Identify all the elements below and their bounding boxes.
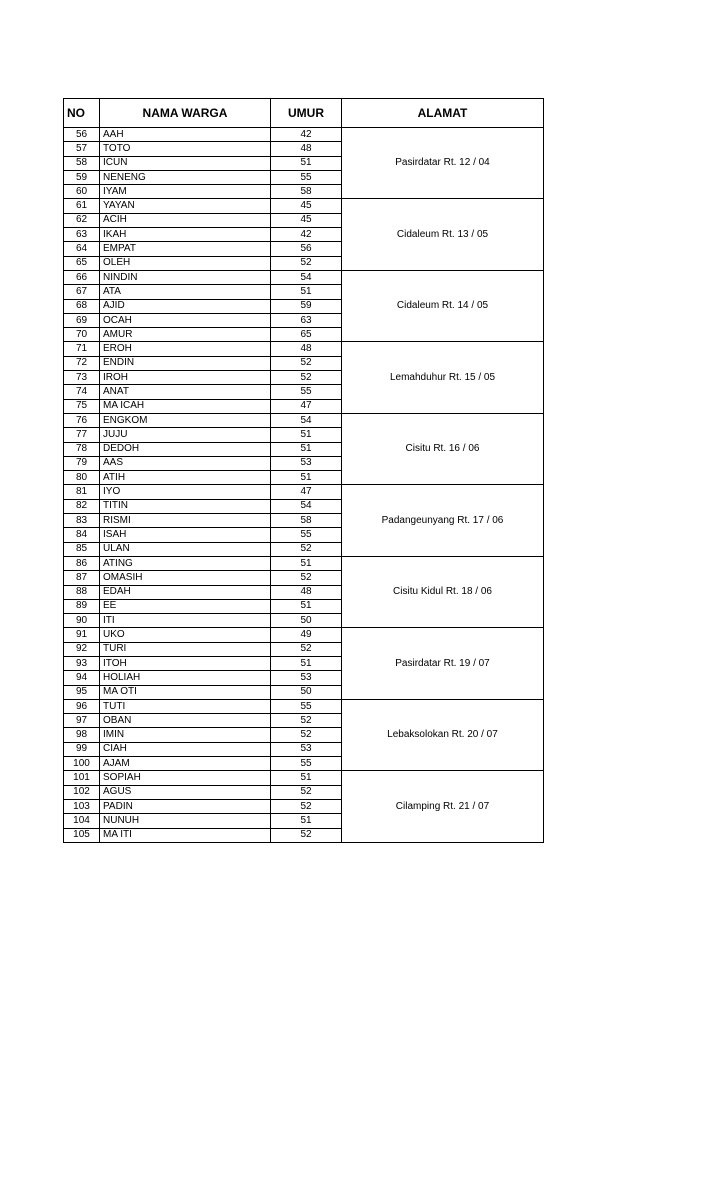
resident-age: 52 xyxy=(271,571,342,585)
row-number: 86 xyxy=(64,556,100,570)
resident-age: 51 xyxy=(271,428,342,442)
resident-name: AAH xyxy=(100,128,271,142)
resident-age: 45 xyxy=(271,213,342,227)
row-number: 70 xyxy=(64,328,100,342)
resident-name: AAS xyxy=(100,456,271,470)
resident-name: AJAM xyxy=(100,757,271,771)
resident-name: ENGKOM xyxy=(100,413,271,427)
row-number: 97 xyxy=(64,714,100,728)
resident-name: NUNUH xyxy=(100,814,271,828)
row-number: 60 xyxy=(64,185,100,199)
resident-age: 51 xyxy=(271,599,342,613)
row-number: 94 xyxy=(64,671,100,685)
resident-age: 63 xyxy=(271,313,342,327)
resident-age: 51 xyxy=(271,656,342,670)
group-address: Cidaleum Rt. 13 / 05 xyxy=(342,199,544,270)
row-number: 57 xyxy=(64,142,100,156)
table-row xyxy=(64,771,544,785)
row-number: 101 xyxy=(64,771,100,785)
row-number: 93 xyxy=(64,656,100,670)
row-number: 84 xyxy=(64,528,100,542)
resident-name: OBAN xyxy=(100,714,271,728)
table-row xyxy=(64,485,544,499)
row-number: 63 xyxy=(64,228,100,242)
group-address: Pasirdatar Rt. 19 / 07 xyxy=(342,628,544,699)
row-number: 82 xyxy=(64,499,100,513)
group-address: Cidaleum Rt. 14 / 05 xyxy=(342,270,544,341)
table-body xyxy=(64,128,544,843)
row-number: 68 xyxy=(64,299,100,313)
resident-age: 56 xyxy=(271,242,342,256)
resident-name: ICUN xyxy=(100,156,271,170)
resident-age: 48 xyxy=(271,585,342,599)
resident-name: JUJU xyxy=(100,428,271,442)
resident-name: EMPAT xyxy=(100,242,271,256)
resident-age: 51 xyxy=(271,814,342,828)
resident-age: 58 xyxy=(271,514,342,528)
row-number: 91 xyxy=(64,628,100,642)
resident-name: OMASIH xyxy=(100,571,271,585)
resident-age: 47 xyxy=(271,485,342,499)
table-row xyxy=(64,556,544,570)
resident-age: 53 xyxy=(271,671,342,685)
row-number: 88 xyxy=(64,585,100,599)
resident-age: 53 xyxy=(271,742,342,756)
resident-age: 52 xyxy=(271,828,342,842)
row-number: 100 xyxy=(64,757,100,771)
resident-name: IROH xyxy=(100,371,271,385)
resident-name: TOTO xyxy=(100,142,271,156)
resident-age: 55 xyxy=(271,170,342,184)
table-header xyxy=(64,99,544,128)
resident-name: HOLIAH xyxy=(100,671,271,685)
group-address: Cilamping Rt. 21 / 07 xyxy=(342,771,544,842)
resident-name: ACIH xyxy=(100,213,271,227)
header-name: NAMA WARGA xyxy=(100,99,271,128)
row-number: 104 xyxy=(64,814,100,828)
resident-age: 54 xyxy=(271,499,342,513)
header-no: NO xyxy=(64,99,100,128)
table-row xyxy=(64,199,544,213)
row-number: 81 xyxy=(64,485,100,499)
row-number: 74 xyxy=(64,385,100,399)
row-number: 92 xyxy=(64,642,100,656)
resident-age: 51 xyxy=(271,771,342,785)
resident-age: 47 xyxy=(271,399,342,413)
table-row xyxy=(64,699,544,713)
row-number: 78 xyxy=(64,442,100,456)
table-row xyxy=(64,128,544,142)
resident-name: ISAH xyxy=(100,528,271,542)
resident-age: 52 xyxy=(271,785,342,799)
row-number: 64 xyxy=(64,242,100,256)
row-number: 62 xyxy=(64,213,100,227)
row-number: 76 xyxy=(64,413,100,427)
resident-name: NENENG xyxy=(100,170,271,184)
row-number: 102 xyxy=(64,785,100,799)
resident-age: 51 xyxy=(271,156,342,170)
header-row xyxy=(64,99,544,128)
resident-name: IYAM xyxy=(100,185,271,199)
row-number: 56 xyxy=(64,128,100,142)
resident-age: 52 xyxy=(271,728,342,742)
resident-name: ATING xyxy=(100,556,271,570)
row-number: 85 xyxy=(64,542,100,556)
resident-age: 55 xyxy=(271,699,342,713)
row-number: 83 xyxy=(64,514,100,528)
row-number: 66 xyxy=(64,270,100,284)
resident-name: MA OTI xyxy=(100,685,271,699)
resident-name: TURI xyxy=(100,642,271,656)
resident-name: SOPIAH xyxy=(100,771,271,785)
row-number: 103 xyxy=(64,799,100,813)
row-number: 72 xyxy=(64,356,100,370)
resident-age: 54 xyxy=(271,270,342,284)
group-address: Lemahduhur Rt. 15 / 05 xyxy=(342,342,544,413)
resident-name: DEDOH xyxy=(100,442,271,456)
row-number: 71 xyxy=(64,342,100,356)
header-age: UMUR xyxy=(271,99,342,128)
row-number: 58 xyxy=(64,156,100,170)
resident-name: YAYAN xyxy=(100,199,271,213)
resident-name: IMIN xyxy=(100,728,271,742)
resident-name: EE xyxy=(100,599,271,613)
row-number: 80 xyxy=(64,471,100,485)
row-number: 95 xyxy=(64,685,100,699)
resident-age: 52 xyxy=(271,256,342,270)
resident-name: OCAH xyxy=(100,313,271,327)
resident-name: ATA xyxy=(100,285,271,299)
resident-name: NINDIN xyxy=(100,270,271,284)
row-number: 96 xyxy=(64,699,100,713)
row-number: 89 xyxy=(64,599,100,613)
resident-name: ITI xyxy=(100,614,271,628)
resident-name: ULAN xyxy=(100,542,271,556)
resident-age: 65 xyxy=(271,328,342,342)
resident-age: 54 xyxy=(271,413,342,427)
resident-age: 52 xyxy=(271,371,342,385)
resident-name: ANAT xyxy=(100,385,271,399)
resident-age: 48 xyxy=(271,342,342,356)
resident-name: TUTI xyxy=(100,699,271,713)
row-number: 90 xyxy=(64,614,100,628)
resident-age: 55 xyxy=(271,757,342,771)
resident-age: 53 xyxy=(271,456,342,470)
row-number: 105 xyxy=(64,828,100,842)
resident-name: OLEH xyxy=(100,256,271,270)
resident-name: PADIN xyxy=(100,799,271,813)
resident-name: IKAH xyxy=(100,228,271,242)
resident-name: UKO xyxy=(100,628,271,642)
resident-name: MA ITI xyxy=(100,828,271,842)
resident-name: TITIN xyxy=(100,499,271,513)
resident-age: 51 xyxy=(271,285,342,299)
resident-age: 52 xyxy=(271,642,342,656)
resident-age: 52 xyxy=(271,356,342,370)
resident-age: 48 xyxy=(271,142,342,156)
resident-age: 45 xyxy=(271,199,342,213)
row-number: 87 xyxy=(64,571,100,585)
table-row xyxy=(64,270,544,284)
resident-age: 59 xyxy=(271,299,342,313)
resident-age: 55 xyxy=(271,528,342,542)
row-number: 75 xyxy=(64,399,100,413)
resident-age: 42 xyxy=(271,128,342,142)
row-number: 73 xyxy=(64,371,100,385)
row-number: 77 xyxy=(64,428,100,442)
resident-name: AGUS xyxy=(100,785,271,799)
resident-name: ATIH xyxy=(100,471,271,485)
resident-name: ENDIN xyxy=(100,356,271,370)
resident-age: 50 xyxy=(271,614,342,628)
resident-name: IYO xyxy=(100,485,271,499)
resident-age: 50 xyxy=(271,685,342,699)
row-number: 67 xyxy=(64,285,100,299)
resident-age: 52 xyxy=(271,542,342,556)
row-number: 69 xyxy=(64,313,100,327)
table-row xyxy=(64,628,544,642)
group-address: Lebaksolokan Rt. 20 / 07 xyxy=(342,699,544,770)
table-row xyxy=(64,342,544,356)
resident-age: 55 xyxy=(271,385,342,399)
resident-age: 52 xyxy=(271,714,342,728)
row-number: 98 xyxy=(64,728,100,742)
resident-table xyxy=(63,98,544,843)
resident-name: ITOH xyxy=(100,656,271,670)
resident-name: AMUR xyxy=(100,328,271,342)
resident-age: 42 xyxy=(271,228,342,242)
row-number: 65 xyxy=(64,256,100,270)
resident-age: 51 xyxy=(271,442,342,456)
resident-name: AJID xyxy=(100,299,271,313)
resident-age: 52 xyxy=(271,799,342,813)
table-row xyxy=(64,413,544,427)
resident-name: CIAH xyxy=(100,742,271,756)
resident-name: EROH xyxy=(100,342,271,356)
row-number: 79 xyxy=(64,456,100,470)
row-number: 61 xyxy=(64,199,100,213)
group-address: Pasirdatar Rt. 12 / 04 xyxy=(342,128,544,199)
row-number: 59 xyxy=(64,170,100,184)
group-address: Cisitu Rt. 16 / 06 xyxy=(342,413,544,484)
header-address: ALAMAT xyxy=(342,99,544,128)
resident-age: 51 xyxy=(271,471,342,485)
resident-age: 58 xyxy=(271,185,342,199)
resident-name: EDAH xyxy=(100,585,271,599)
group-address: Padangeunyang Rt. 17 / 06 xyxy=(342,485,544,556)
resident-age: 49 xyxy=(271,628,342,642)
resident-name: RISMI xyxy=(100,514,271,528)
resident-age: 51 xyxy=(271,556,342,570)
row-number: 99 xyxy=(64,742,100,756)
group-address: Cisitu Kidul Rt. 18 / 06 xyxy=(342,556,544,627)
resident-name: MA ICAH xyxy=(100,399,271,413)
